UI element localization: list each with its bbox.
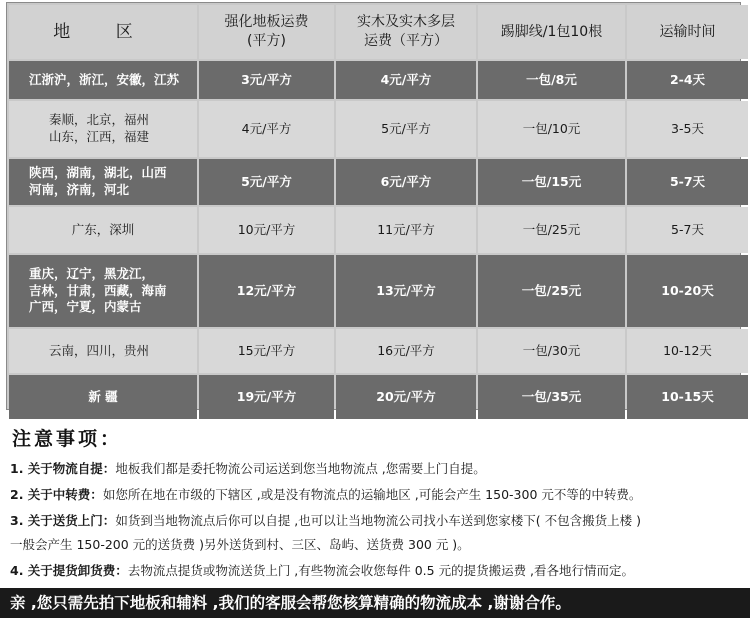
- solid-wood-fee-cell: 11元/平方: [336, 207, 476, 253]
- skirting-fee-cell: 一包/25元: [478, 255, 625, 327]
- notes-title: 注意事项：: [12, 428, 123, 450]
- note-item-continuation: [10, 535, 470, 553]
- table-row: [9, 207, 748, 253]
- region-cell: 重庆，辽宁，黑龙江， 吉林，甘肃，西藏，海南 广西，宁夏，内蒙古: [9, 255, 197, 327]
- header-solid-wood-fee: 实木及实木多层 运费（平方）: [336, 5, 476, 59]
- transit-time-cell: 5-7天: [627, 159, 748, 205]
- laminate-fee-cell: 3元/平方: [199, 61, 334, 99]
- region-cell: 新 疆: [9, 375, 197, 419]
- solid-wood-fee-cell: 4元/平方: [336, 61, 476, 99]
- transit-time-cell: 10-12天: [627, 329, 748, 373]
- shipping-rate-table: [6, 2, 741, 410]
- note-heading: 1. 关于物流自提：: [10, 461, 116, 476]
- header-skirting: 踢脚线/1包10根: [478, 5, 625, 59]
- note-heading: 4. 关于提货卸货费：: [10, 563, 128, 578]
- note-item: [10, 511, 641, 529]
- transit-time-cell: 3-5天: [627, 101, 748, 157]
- laminate-fee-cell: 12元/平方: [199, 255, 334, 327]
- note-heading: 3. 关于送货上门：: [10, 513, 116, 528]
- table-row: [9, 61, 748, 99]
- header-laminate-fee: 强化地板运费 (平方): [199, 5, 334, 59]
- table-row: [9, 255, 748, 327]
- note-text: 地板我们都是委托物流公司运送到您当地物流点 ,您需要上门自提。: [115, 461, 486, 476]
- note-text: 如货到当地物流点后你可以自提 ,也可以让当地物流公司找小车送到您家楼下( 不包含搬货上楼 ): [115, 513, 641, 528]
- transit-time-cell: 10-15天: [627, 375, 748, 419]
- solid-wood-fee-cell: 20元/平方: [336, 375, 476, 419]
- solid-wood-fee-cell: 6元/平方: [336, 159, 476, 205]
- laminate-fee-cell: 10元/平方: [199, 207, 334, 253]
- header-transit-time: 运输时间: [627, 5, 748, 59]
- table-row: [9, 375, 748, 419]
- note-heading: 2. 关于中转费：: [10, 487, 103, 502]
- solid-wood-fee-cell: 16元/平方: [336, 329, 476, 373]
- solid-wood-fee-cell: 5元/平方: [336, 101, 476, 157]
- region-cell: 广东，深圳: [9, 207, 197, 253]
- skirting-fee-cell: 一包/8元: [478, 61, 625, 99]
- table-header-row: [9, 5, 748, 59]
- note-text: 如您所在地在市级的下辖区 ,或是没有物流点的运输地区 ,可能会产生 150-300 元不等的中转费。: [102, 487, 642, 502]
- laminate-fee-cell: 5元/平方: [199, 159, 334, 205]
- note-item: [10, 485, 641, 503]
- skirting-fee-cell: 一包/25元: [478, 207, 625, 253]
- region-cell: 江浙沪，浙江，安徽，江苏: [9, 61, 197, 99]
- transit-time-cell: 2-4天: [627, 61, 748, 99]
- skirting-fee-cell: 一包/10元: [478, 101, 625, 157]
- region-cell: 陕西，湖南，湖北，山西 河南，济南，河北: [9, 159, 197, 205]
- region-cell: 云南，四川，贵州: [9, 329, 197, 373]
- skirting-fee-cell: 一包/15元: [478, 159, 625, 205]
- transit-time-cell: 5-7天: [627, 207, 748, 253]
- footer-banner: 亲 ,您只需先拍下地板和辅料 ,我们的客服会帮您核算精确的物流成本 ,谢谢合作。: [0, 588, 750, 618]
- skirting-fee-cell: 一包/35元: [478, 375, 625, 419]
- note-item: [10, 459, 486, 477]
- laminate-fee-cell: 4元/平方: [199, 101, 334, 157]
- table-row: [9, 101, 748, 157]
- laminate-fee-cell: 19元/平方: [199, 375, 334, 419]
- note-text: 去物流点提货或物流送货上门 ,有些物流会收您每件 0.5 元的提货搬运费 ,看各地行情而定。: [127, 563, 635, 578]
- skirting-fee-cell: 一包/30元: [478, 329, 625, 373]
- note-text: 一般会产生 150-200 元的送货费 )另外送货到村、三区、岛屿、送货费 300 元 )。: [10, 537, 470, 552]
- laminate-fee-cell: 15元/平方: [199, 329, 334, 373]
- solid-wood-fee-cell: 13元/平方: [336, 255, 476, 327]
- region-cell: 秦顺，北京，福州 山东，江西，福建: [9, 101, 197, 157]
- rate-table: [7, 3, 750, 421]
- header-region: 地 区: [9, 5, 197, 59]
- transit-time-cell: 10-20天: [627, 255, 748, 327]
- table-row: [9, 159, 748, 205]
- note-item: [10, 561, 634, 579]
- table-row: [9, 329, 748, 373]
